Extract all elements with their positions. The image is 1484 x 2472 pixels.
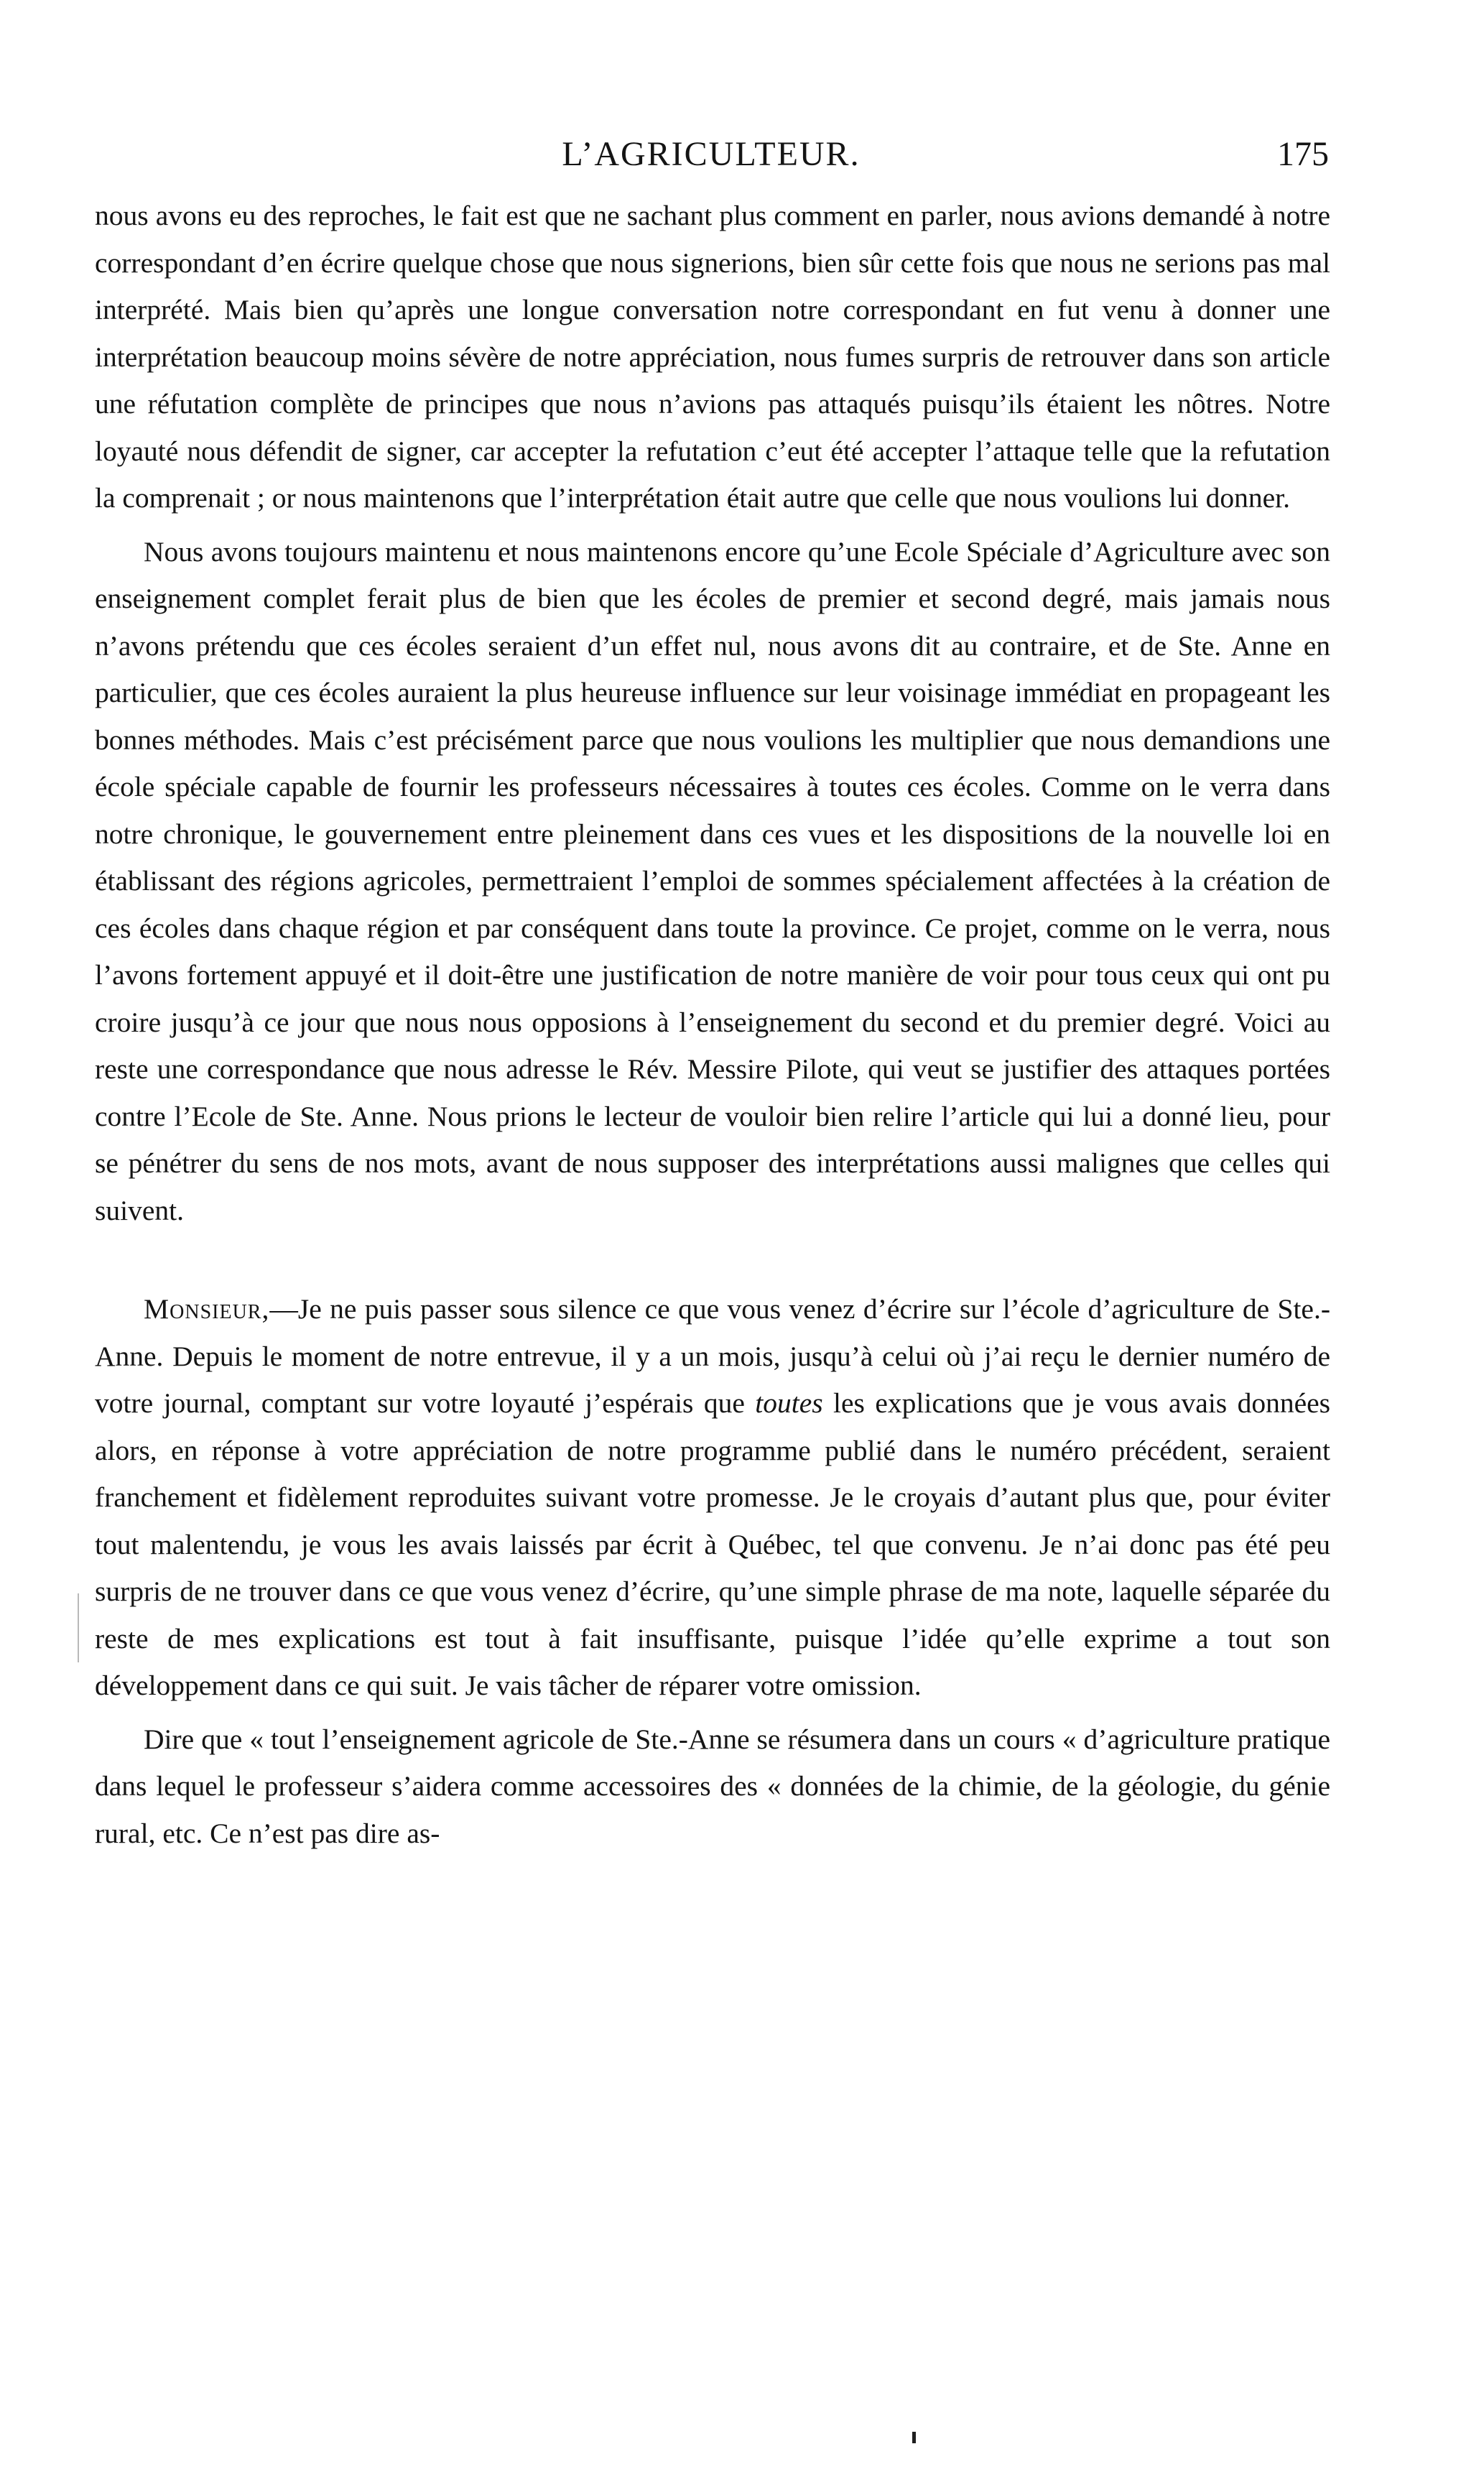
printer-mark: [912, 2432, 916, 2443]
letter-text-part2: les explications que je vous avais données alors, en réponse à votre appréciation de notre programme publié dans le numéro précédent, seraient franchement et fidèlement reproduites suivant votre promesse. Je le croyais d’autant plus que, pour éviter tout malentendu, je vous les avais laissés par écrit à Québec, tel que convenu. Je n’ai donc pas été peu surpris de ne trouver dans ce que vous venez d’écrire, qu’une simple phrase de ma note, laquelle séparée du reste de mes explications est tout à fait insuffisante, puisque l’idée qu’elle exprime a tout son développement dans ce qui suit. Je vais tâcher de réparer votre omission.: [95, 1387, 1331, 1701]
margin-rule: [78, 1593, 79, 1662]
letter-emphasis: toutes: [755, 1387, 823, 1419]
paragraph-continuation: nous avons eu des reproches, le fait est que ne sachant plus comment en parler, nous avions demandé à notre correspondant d’en écrire quelque chose que nous signerions, bien sûr cette fois que nous ne serions pas mal interprété. Mais bien qu’après une longue conversation notre correspondant en fut venu à donner une interprétation beaucoup moins sévère de notre appréciation, nous fumes surpris de retrouver dans son article une réfutation complète de principes que nous n’avions pas attaqués puisqu’ils étaient les nôtres. Notre loyauté nous défendit de signer, car accepter la refutation c’eut été accepter l’attaque telle que la refutation la comprenait ; or nous maintenons que l’interprétation était autre que celle que nous voulions lui donner.: [95, 200, 1330, 514]
paragraph-editorial: Nous avons toujours maintenu et nous maintenons encore qu’une Ecole Spéciale d’Agriculture avec son enseignement complet ferait plus de bien que les écoles de premier et second degré, mais jamais nous n’avons prétendu que ces écoles seraient d’un effet nul, nous avons dit au contraire, et de Ste. Anne en particulier, que ces écoles auraient la plus heureuse influence sur leur voisinage immédiat en propageant les bonnes méthodes. Mais c’est précisément parce que nous voulions les multiplier que nous demandions une école spéciale capable de fournir les professeurs nécessaires à toutes ces écoles. Comme on le verra dans notre chronique, le gouvernement entre pleinement dans ces vues et les dispositions de la nouvelle loi en établissant des régions agricoles, permettraient l’emploi de sommes spécialement affectées à la création de ces écoles dans chaque région et par conséquent dans toute la province. Ce projet, comme on le verra, nous l’avons fortement appuyé et il doit-être une justification de notre manière de voir pour tous ceux qui ont pu croire jusqu’à ce jour que nous nous opposions à l’enseignement du second et du premier degré. Voici au reste une correspondance que nous adresse le Rév. Messire Pilote, qui veut se justifier des attaques portées contre l’Ecole de Ste. Anne. Nous prions le lecteur de vouloir bien relire l’article qui lui a donné lieu, pour se pénétrer du sens de nos mots, avant de nous supposer des interprétations aussi malignes que celles qui suivent.: [95, 535, 1330, 1226]
body-text: [95, 193, 1330, 1857]
page-number: 175: [1277, 135, 1329, 173]
letter-salutation: Monsieur,: [144, 1293, 270, 1325]
running-title: L’AGRICULTEUR.: [562, 135, 861, 173]
running-header: [93, 129, 1329, 180]
letter-text-part1: —Je ne puis passer sous silence ce que vous venez d’écrire sur l’école d’agriculture de Ste.-Anne. Depuis le moment de notre entrevue, il y a un mois, jusqu’à celui où j’ai reçu le dernier numéro de votre journal, comptant sur votre loyauté j’espérais que: [95, 1293, 1330, 1419]
letter-paragraph: [95, 1286, 1330, 1710]
letter-paragraph-2: Dire que « tout l’enseignement agricole de Ste.-Anne se résumera dans un cours « d’agriculture pratique dans lequel le professeur s’aidera comme accessoires des « données de la chimie, de la géologie, du génie rural, etc. Ce n’est pas dire as-: [95, 1723, 1330, 1849]
